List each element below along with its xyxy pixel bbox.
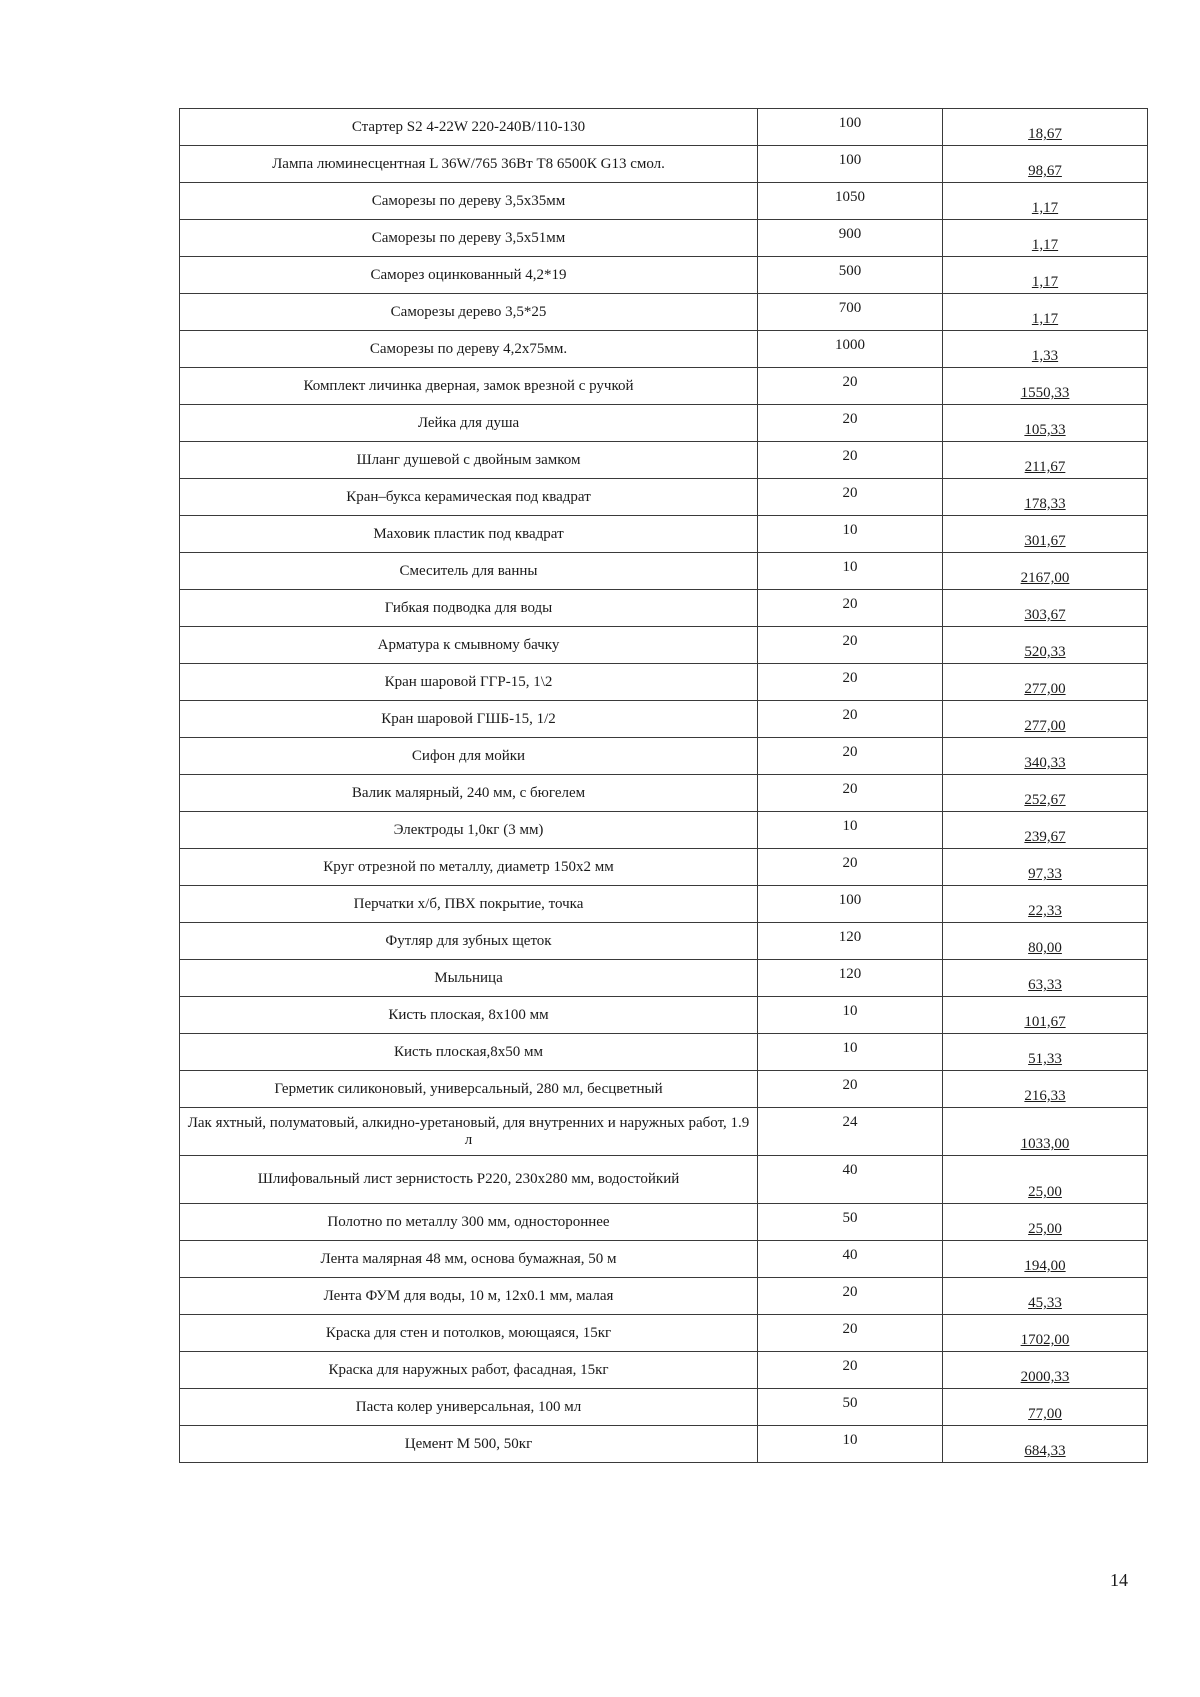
item-price-value: 1,17: [1031, 311, 1059, 327]
item-qty-cell: 20: [758, 738, 943, 775]
item-price-cell: [943, 1034, 1148, 1071]
table-row: [180, 590, 1148, 627]
table-row: [180, 1156, 1148, 1204]
item-name-cell: Саморезы по дереву 3,5х35мм: [180, 183, 758, 220]
table-row: [180, 886, 1148, 923]
item-price-value: 1702,00: [1020, 1332, 1070, 1348]
table-row: [180, 1204, 1148, 1241]
item-price-cell: [943, 1426, 1148, 1463]
table-row: [180, 479, 1148, 516]
items-table: [179, 108, 1148, 1463]
item-name-cell: Круг отрезной по металлу, диаметр 150х2 мм: [180, 849, 758, 886]
item-qty-cell: 10: [758, 1426, 943, 1463]
table-row: [180, 1426, 1148, 1463]
item-name-cell: Герметик силиконовый, универсальный, 280 мл, бесцветный: [180, 1071, 758, 1108]
item-qty-cell: 100: [758, 109, 943, 146]
item-name-cell: Маховик пластик под квадрат: [180, 516, 758, 553]
item-name-cell: Мыльница: [180, 960, 758, 997]
item-price-cell: [943, 442, 1148, 479]
table-row: [180, 1278, 1148, 1315]
item-name-cell: Шлифовальный лист зернистость Р220, 230х280 мм, водостойкий: [180, 1156, 758, 1204]
item-price-cell: [943, 701, 1148, 738]
item-name-cell: Полотно по металлу 300 мм, одностороннее: [180, 1204, 758, 1241]
table-row: [180, 368, 1148, 405]
item-price-cell: [943, 553, 1148, 590]
item-qty-cell: 900: [758, 220, 943, 257]
item-qty-cell: 1000: [758, 331, 943, 368]
item-price-cell: [943, 405, 1148, 442]
item-name-cell: Кисть плоская,8х50 мм: [180, 1034, 758, 1071]
item-price-value: 252,67: [1024, 792, 1066, 808]
item-price-value: 22,33: [1028, 903, 1062, 919]
table-row: [180, 849, 1148, 886]
item-price-cell: [943, 627, 1148, 664]
table-row: [180, 627, 1148, 664]
table-row: [180, 405, 1148, 442]
item-price-cell: [943, 1315, 1148, 1352]
item-price-value: 684,33: [1024, 1443, 1066, 1459]
item-name-cell: Саморезы по дереву 3,5х51мм: [180, 220, 758, 257]
item-qty-cell: 10: [758, 997, 943, 1034]
item-name-cell: Кран шаровой ГШБ-15, 1/2: [180, 701, 758, 738]
item-name-cell: Электроды 1,0кг (3 мм): [180, 812, 758, 849]
item-price-cell: [943, 997, 1148, 1034]
table-row: [180, 1315, 1148, 1352]
item-name-cell: Валик малярный, 240 мм, с бюгелем: [180, 775, 758, 812]
item-price-value: 1,17: [1031, 237, 1059, 253]
item-price-value: 45,33: [1028, 1295, 1062, 1311]
item-qty-cell: 50: [758, 1204, 943, 1241]
table-row: [180, 1389, 1148, 1426]
item-price-value: 77,00: [1028, 1406, 1062, 1422]
item-price-value: 63,33: [1028, 977, 1062, 993]
item-name-cell: Лента ФУМ для воды, 10 м, 12х0.1 мм, малая: [180, 1278, 758, 1315]
item-price-value: 216,33: [1024, 1088, 1066, 1104]
item-price-cell: [943, 1241, 1148, 1278]
table-row: [180, 1352, 1148, 1389]
item-name-cell: Кран–букса керамическая под квадрат: [180, 479, 758, 516]
table-row: [180, 331, 1148, 368]
item-price-cell: [943, 220, 1148, 257]
item-qty-cell: 24: [758, 1108, 943, 1156]
item-name-cell: Лейка для душа: [180, 405, 758, 442]
table-row: [180, 183, 1148, 220]
item-name-cell: Кран шаровой ГГР-15, 1\2: [180, 664, 758, 701]
table-row: [180, 516, 1148, 553]
item-price-cell: [943, 923, 1148, 960]
table-row: [180, 1108, 1148, 1156]
item-price-value: 1550,33: [1020, 385, 1070, 401]
item-price-cell: [943, 590, 1148, 627]
item-price-cell: [943, 1352, 1148, 1389]
item-price-value: 51,33: [1028, 1051, 1062, 1067]
table-row: [180, 1071, 1148, 1108]
item-price-cell: [943, 257, 1148, 294]
item-price-value: 98,67: [1028, 163, 1062, 179]
item-name-cell: Лампа люминесцентная L 36W/765 36Вт Т8 6500К G13 смол.: [180, 146, 758, 183]
item-price-value: 194,00: [1024, 1258, 1066, 1274]
table-row: [180, 738, 1148, 775]
item-price-cell: [943, 183, 1148, 220]
item-qty-cell: 20: [758, 701, 943, 738]
item-price-value: 1,33: [1031, 348, 1059, 364]
table-row: [180, 553, 1148, 590]
item-price-cell: [943, 960, 1148, 997]
item-name-cell: Гибкая подводка для воды: [180, 590, 758, 627]
item-name-cell: Цемент М 500, 50кг: [180, 1426, 758, 1463]
item-price-value: 1,17: [1031, 200, 1059, 216]
item-price-cell: [943, 1108, 1148, 1156]
item-name-cell: Краска для стен и потолков, моющаяся, 15кг: [180, 1315, 758, 1352]
item-price-cell: [943, 775, 1148, 812]
item-qty-cell: 20: [758, 664, 943, 701]
item-price-value: 1033,00: [1020, 1136, 1070, 1152]
item-qty-cell: 20: [758, 405, 943, 442]
item-name-cell: Футляр для зубных щеток: [180, 923, 758, 960]
table-row: [180, 442, 1148, 479]
table-row: [180, 701, 1148, 738]
item-name-cell: Арматура к смывному бачку: [180, 627, 758, 664]
item-price-value: 301,67: [1024, 533, 1066, 549]
item-qty-cell: 20: [758, 1071, 943, 1108]
item-price-value: 105,33: [1024, 422, 1066, 438]
item-price-cell: [943, 738, 1148, 775]
item-name-cell: Саморезы по дереву 4,2х75мм.: [180, 331, 758, 368]
item-name-cell: Шланг душевой с двойным замком: [180, 442, 758, 479]
table-row: [180, 812, 1148, 849]
item-qty-cell: 20: [758, 368, 943, 405]
item-name-cell: Паста колер универсальная, 100 мл: [180, 1389, 758, 1426]
item-price-cell: [943, 812, 1148, 849]
item-price-value: 2000,33: [1020, 1369, 1070, 1385]
table-row: [180, 294, 1148, 331]
item-price-value: 80,00: [1028, 940, 1062, 956]
item-price-cell: [943, 516, 1148, 553]
table-row: [180, 146, 1148, 183]
item-qty-cell: 500: [758, 257, 943, 294]
item-qty-cell: 10: [758, 516, 943, 553]
item-price-cell: [943, 849, 1148, 886]
item-price-value: 178,33: [1024, 496, 1066, 512]
table-row: [180, 775, 1148, 812]
item-price-value: 211,67: [1024, 459, 1066, 475]
item-price-value: 1,17: [1031, 274, 1059, 290]
item-price-cell: [943, 1389, 1148, 1426]
table-row: [180, 664, 1148, 701]
table-row: [180, 1034, 1148, 1071]
table-row: [180, 960, 1148, 997]
item-name-cell: Лента малярная 48 мм, основа бумажная, 50 м: [180, 1241, 758, 1278]
item-qty-cell: 20: [758, 442, 943, 479]
item-qty-cell: 20: [758, 627, 943, 664]
item-qty-cell: 40: [758, 1241, 943, 1278]
item-qty-cell: 50: [758, 1389, 943, 1426]
item-price-cell: [943, 146, 1148, 183]
item-name-cell: Саморез оцинкованный 4,2*19: [180, 257, 758, 294]
item-qty-cell: 10: [758, 553, 943, 590]
item-qty-cell: 120: [758, 960, 943, 997]
item-price-value: 277,00: [1024, 681, 1066, 697]
item-price-cell: [943, 368, 1148, 405]
table-row: [180, 109, 1148, 146]
item-qty-cell: 40: [758, 1156, 943, 1204]
item-qty-cell: 20: [758, 1352, 943, 1389]
item-qty-cell: 100: [758, 886, 943, 923]
table-row: [180, 220, 1148, 257]
item-qty-cell: 20: [758, 1278, 943, 1315]
table-row: [180, 1241, 1148, 1278]
item-name-cell: Смеситель для ванны: [180, 553, 758, 590]
item-qty-cell: 20: [758, 479, 943, 516]
item-qty-cell: 20: [758, 1315, 943, 1352]
item-price-cell: [943, 1071, 1148, 1108]
item-price-cell: [943, 1278, 1148, 1315]
item-qty-cell: 10: [758, 812, 943, 849]
item-qty-cell: 20: [758, 590, 943, 627]
item-price-cell: [943, 331, 1148, 368]
item-name-cell: Перчатки х/б, ПВХ покрытие, точка: [180, 886, 758, 923]
table-row: [180, 997, 1148, 1034]
table-row: [180, 923, 1148, 960]
item-price-cell: [943, 479, 1148, 516]
item-qty-cell: 120: [758, 923, 943, 960]
item-price-value: 25,00: [1028, 1221, 1062, 1237]
item-name-cell: Саморезы дерево 3,5*25: [180, 294, 758, 331]
item-qty-cell: 700: [758, 294, 943, 331]
item-price-value: 25,00: [1028, 1184, 1062, 1200]
item-price-value: 101,67: [1024, 1014, 1066, 1030]
item-price-value: 520,33: [1024, 644, 1066, 660]
item-qty-cell: 20: [758, 849, 943, 886]
item-name-cell: Комплект личинка дверная, замок врезной с ручкой: [180, 368, 758, 405]
item-name-cell: Краска для наружных работ, фасадная, 15кг: [180, 1352, 758, 1389]
item-price-cell: [943, 1156, 1148, 1204]
item-name-cell: Стартер S2 4-22W 220-240В/110-130: [180, 109, 758, 146]
item-price-value: 340,33: [1024, 755, 1066, 771]
item-price-value: 18,67: [1028, 126, 1062, 142]
table-row: [180, 257, 1148, 294]
page-number: 14: [1110, 1570, 1128, 1590]
item-price-cell: [943, 109, 1148, 146]
items-table-body: [180, 109, 1148, 1463]
item-qty-cell: 10: [758, 1034, 943, 1071]
item-qty-cell: 1050: [758, 183, 943, 220]
item-name-cell: Кисть плоская, 8х100 мм: [180, 997, 758, 1034]
item-price-value: 2167,00: [1020, 570, 1070, 586]
item-price-value: 239,67: [1024, 829, 1066, 845]
item-name-cell: Сифон для мойки: [180, 738, 758, 775]
item-price-cell: [943, 1204, 1148, 1241]
item-price-cell: [943, 294, 1148, 331]
item-price-value: 97,33: [1028, 866, 1062, 882]
item-price-value: 303,67: [1024, 607, 1066, 623]
item-qty-cell: 100: [758, 146, 943, 183]
item-price-cell: [943, 664, 1148, 701]
item-name-cell: Лак яхтный, полуматовый, алкидно-уретановый, для внутренних и наружных работ, 1.9 л: [180, 1108, 758, 1156]
item-qty-cell: 20: [758, 775, 943, 812]
item-price-cell: [943, 886, 1148, 923]
item-price-value: 277,00: [1024, 718, 1066, 734]
